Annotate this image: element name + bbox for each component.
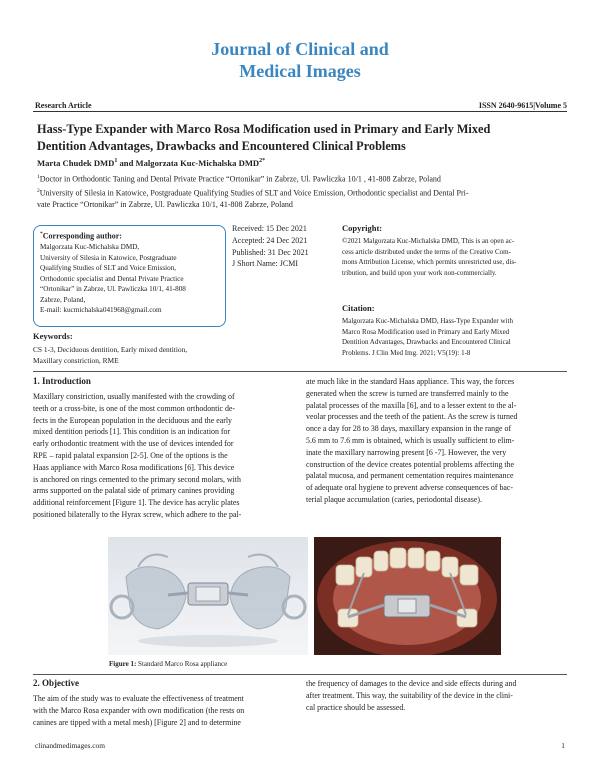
intro-line: fects in the European population in the deciduous and the early bbox=[33, 415, 232, 425]
page-number: 1 bbox=[561, 741, 565, 750]
figure-1-intraoral-photo bbox=[314, 537, 501, 655]
intro-line: palatal processes of the maxilla [6], and to a lesser extent to the al- bbox=[306, 400, 517, 410]
corresponding-line: Zabrze, Poland, bbox=[40, 295, 86, 304]
section-divider bbox=[33, 371, 567, 372]
author-join: and bbox=[117, 158, 136, 168]
introduction-right-column bbox=[306, 376, 567, 506]
journal-title bbox=[0, 38, 600, 82]
author-1-sup: 1 bbox=[114, 158, 118, 165]
intro-line: additional reinforcement [Figure 1]. The device has acrylic plates bbox=[33, 498, 240, 508]
citation-line: Malgorzata Kuc-Michalska DMD, Hass-Type Expander with bbox=[342, 317, 513, 325]
affiliation-2-sup: 2 bbox=[37, 188, 40, 194]
copyright-line: tribution, and build upon your work non-commercially. bbox=[342, 268, 497, 277]
accepted-date: Accepted: 24 Dec 2021 bbox=[232, 235, 308, 245]
objective-heading: 2. Objective bbox=[33, 678, 79, 688]
affiliation-1-sup: 1 bbox=[37, 174, 40, 180]
article-title-line1: Hass-Type Expander with Marco Rosa Modification used in Primary and Early Mixed bbox=[37, 122, 491, 136]
issn-volume: ISSN 2640-9615|Volume 5 bbox=[478, 101, 567, 110]
keywords-heading: Keywords: bbox=[33, 331, 73, 341]
objective-line: the frequency of damages to the device and side effects during and bbox=[306, 679, 517, 688]
journal-short-name: J Short Name: JCMI bbox=[232, 259, 298, 269]
intro-line: mixed dentition periods [1]. This condition is an indication for bbox=[33, 427, 231, 437]
intro-line: 5.6 mm to 7.6 mm is obtained, which is usually sufficient to elim- bbox=[306, 435, 515, 445]
corresponding-author-box bbox=[33, 225, 226, 327]
copyright-line: ©2021 Malgorzata Kuc-Michalska DMD, This is an open ac- bbox=[342, 237, 515, 245]
affiliation-1 bbox=[37, 172, 565, 185]
corresponding-email[interactable]: E-mail: kucmichalska041968@gmail.com bbox=[40, 306, 162, 315]
citation-text bbox=[342, 316, 566, 358]
affiliation-2-line1: University of Silesia in Katowice, Postgraduate Qualifying Studies of SLT and Voice Emission, Orthodontic specialist and Dental Pri- bbox=[39, 188, 469, 198]
received-date: Received: 15 Dec 2021 bbox=[232, 224, 307, 233]
intro-line: construction of the device creates potential problems affecting the bbox=[306, 459, 514, 469]
affiliation-2 bbox=[37, 186, 565, 210]
citation-line: Problems. J Clin Med Img. 2021; V5(19): 1-8 bbox=[342, 348, 471, 357]
author-2-sup: 2* bbox=[259, 158, 266, 165]
citation-line: Dentition Advantages, Drawbacks and Encountered Clinical bbox=[342, 338, 511, 347]
intro-line: inate the maxillary narrowing present [6 -7]. However, the very bbox=[306, 447, 507, 457]
objective-right-column bbox=[306, 678, 567, 713]
intro-line: generated when the screw is turned are transferred mainly to the bbox=[306, 388, 509, 398]
citation-line: Marco Rosa Modification used in Primary and Early Mixed bbox=[342, 327, 510, 336]
author-1: Marta Chudek DMD bbox=[37, 158, 115, 168]
copyright-line: mons Attribution License, which permits unrestricted use, dis- bbox=[342, 258, 517, 267]
objective-left-column bbox=[33, 693, 295, 728]
corresponding-line: Orthodontic specialist and Dental Private Practice bbox=[40, 274, 184, 283]
author-list bbox=[37, 158, 265, 168]
journal-title-line2: Medical Images bbox=[239, 61, 361, 81]
objective-line: cal practice should be assessed. bbox=[306, 702, 406, 712]
intro-line: of adequate oral hygiene to prevent adverse consequences of bac- bbox=[306, 483, 514, 493]
intro-line: palatal mucosa, and permanent cementation requires maintenance bbox=[306, 471, 514, 481]
affiliation-1-text: Doctor in Orthodontic Taning and Dental Private Practice “Ortonikar” in Zabrze, Ul. Pawliczka 10/1 , 41-808 Zabrze, Poland bbox=[39, 174, 441, 184]
intro-line: teeth or a cross-bite, is one of the most common orthodontic de- bbox=[33, 403, 236, 413]
journal-title-line1: Journal of Clinical and bbox=[211, 39, 389, 59]
intro-line: ate much like in the standard Haas appliance. This way, the forces bbox=[306, 377, 515, 386]
corresponding-line: “Ortonikar” in Zabrze, Ul. Pawliczka 10/1, 41-808 bbox=[40, 285, 186, 294]
figure-1-label: Figure 1: bbox=[109, 660, 137, 668]
corresponding-line: Qualifying Studies of SLT and Voice Emission, bbox=[40, 264, 177, 273]
intro-line: Maxillary constriction, usually manifested with the crowding of bbox=[33, 392, 235, 401]
intro-line: RPE – rapid palatal expansion [2-5]. One of the options is the bbox=[33, 450, 228, 460]
figure-1-caption-text: Standard Marco Rosa appliance bbox=[136, 660, 228, 668]
section-divider bbox=[33, 674, 567, 675]
objective-line: The aim of the study was to evaluate the effectiveness of treatment bbox=[33, 694, 244, 703]
affiliation-2-line2: vate Practice “Ortonikar” in Zabrze, Ul. Pawliczka 10/1, 41-808 Zabrze, Poland bbox=[37, 199, 293, 209]
article-title bbox=[37, 121, 567, 155]
copyright-text bbox=[342, 236, 566, 278]
corresponding-author-heading: *Corresponding author: bbox=[40, 231, 122, 241]
intro-line: early orthodontic treatment with the use of devices intended for bbox=[33, 439, 234, 449]
keywords-text bbox=[33, 345, 233, 367]
copyright-line: cess article distributed under the terms of the Creative Com- bbox=[342, 247, 511, 256]
intro-line: Haas appliance with Marco Rosa modifications [6]. This device bbox=[33, 462, 235, 472]
introduction-heading: 1. Introduction bbox=[33, 376, 91, 386]
header-rule bbox=[33, 111, 567, 112]
corresponding-line: University of Silesia in Katowice, Postgraduate bbox=[40, 253, 177, 262]
intro-line: arms supported on the palatal side of primary canines providing bbox=[33, 486, 235, 496]
intro-line: is anchored on rings cemented to the primary second molars, with bbox=[33, 474, 241, 484]
keywords-line: Maxillary constriction, RME bbox=[33, 355, 119, 365]
objective-line: canines are tipped with a metal mesh) [Figure 2] and to determine bbox=[33, 717, 241, 727]
footer-site-link[interactable]: clinandmedimages.com bbox=[35, 741, 105, 750]
article-title-line2: Dentition Advantages, Drawbacks and Encountered Clinical Problems bbox=[37, 139, 406, 153]
corresponding-line: Malgorzata Kuc-Michalska DMD, bbox=[40, 243, 140, 252]
figure-1-appliance-photo bbox=[108, 537, 308, 655]
author-2: Malgorzata Kuc-Michalska DMD bbox=[135, 158, 260, 168]
introduction-left-column bbox=[33, 391, 295, 521]
objective-line: with the Marco Rosa expander with own modification (the rests on bbox=[33, 705, 245, 715]
keywords-line: CS 1-3, Deciduous dentition, Early mixed dentition, bbox=[33, 345, 188, 354]
intro-line: terial plaque accumulation (caries, periodontal disease). bbox=[306, 494, 482, 504]
citation-heading: Citation: bbox=[342, 303, 375, 313]
objective-line: after treatment. This way, the suitability of the device in the clini- bbox=[306, 690, 513, 700]
figure-1-caption bbox=[109, 660, 227, 668]
published-date: Published: 31 Dec 2021 bbox=[232, 247, 309, 257]
article-type: Research Article bbox=[35, 101, 92, 110]
intro-line: positioned bilaterally to the Hyrax screw, which adhere to the pal- bbox=[33, 509, 242, 519]
intro-line: veolar processes and the teeth of the patient. As the screw is turned bbox=[306, 412, 518, 422]
copyright-heading: Copyright: bbox=[342, 223, 383, 233]
article-dates bbox=[232, 223, 309, 270]
intro-line: once a day for 28 to 38 days, maxillary expansion in the range of bbox=[306, 424, 512, 434]
